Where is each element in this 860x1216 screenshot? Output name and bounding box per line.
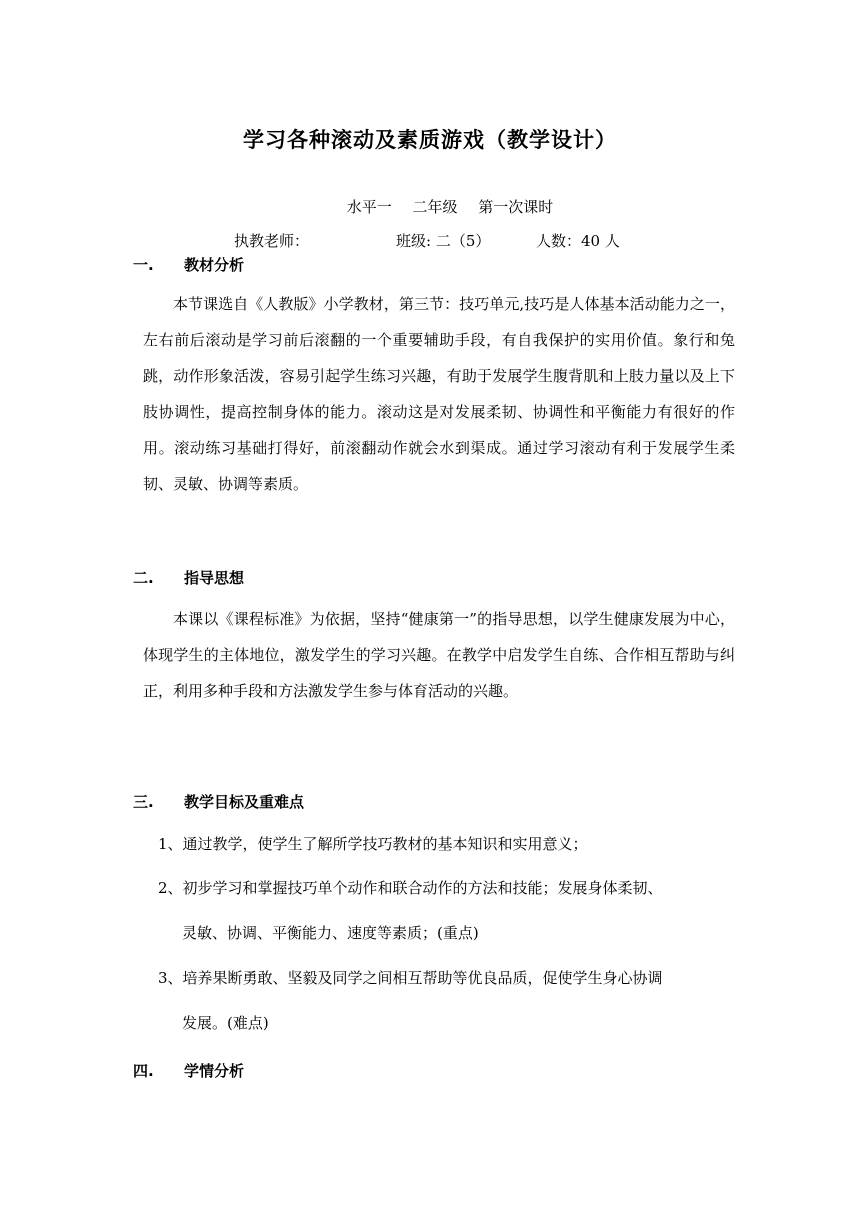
document-title: 学习各种滚动及素质游戏（教学设计） bbox=[243, 128, 617, 152]
class-label: 班级: 二（5） bbox=[396, 232, 491, 250]
objective-text-continued: 发展。(难点) bbox=[182, 1014, 269, 1032]
section-heading-4 bbox=[133, 1060, 244, 1081]
lesson-text: 第一次课时 bbox=[478, 198, 554, 216]
section-title: 教学目标及重难点 bbox=[184, 793, 305, 811]
section-number: 三. bbox=[133, 793, 154, 811]
objective-text-continued: 灵敏、协调、平衡能力、速度等素质；(重点) bbox=[182, 924, 479, 942]
section-paragraph-1 bbox=[143, 286, 735, 502]
class-info-line bbox=[234, 230, 620, 251]
section-heading-2 bbox=[133, 567, 244, 588]
section-heading-3 bbox=[133, 791, 304, 812]
grade-text: 二年级 bbox=[412, 198, 458, 216]
objective-item-3 bbox=[158, 956, 735, 1046]
level-text: 水平一 bbox=[346, 198, 392, 216]
section-number: 一. bbox=[133, 256, 154, 274]
section-number: 二. bbox=[133, 569, 154, 587]
paragraph-text: 本节课选自《人教版》小学教材，第三节：技巧单元,技巧是人体基本活动能力之一，左右前后滚动是学习前后滚翻的一个重要辅助手段，有自我保护的实用价值。象行和兔跳，动作形象活泼，容易引起学生练习兴趣，有助于发展学生腹背肌和上肢力量以及上下肢协调性，提高控制身体的能力。滚动这是对发展柔韧、协调性和平衡能力有很好的作用。滚动练习基础打得好，前滚翻动作就会水到渠成。通过学习滚动有利于发展学生柔韧、灵敏、协调等素质。 bbox=[143, 295, 735, 493]
section-title: 教材分析 bbox=[184, 256, 245, 274]
objective-text: 1、通过教学，使学生了解所学技巧教材的基本知识和实用意义； bbox=[158, 835, 588, 853]
teacher-label: 执教老师： bbox=[234, 232, 310, 250]
objective-item-2 bbox=[158, 866, 735, 956]
section-title: 指导思想 bbox=[184, 569, 245, 587]
lesson-meta-line bbox=[0, 196, 860, 217]
student-count-label: 人数：40 人 bbox=[536, 232, 620, 250]
objective-item-1 bbox=[158, 822, 735, 867]
section-title: 学情分析 bbox=[184, 1062, 245, 1080]
section-number: 四. bbox=[133, 1062, 154, 1080]
section-paragraph-2 bbox=[143, 601, 735, 709]
objective-text: 3、培养果断勇敢、坚毅及同学之间相互帮助等优良品质，促使学生身心协调 bbox=[158, 969, 663, 987]
section-heading-1 bbox=[133, 254, 244, 275]
objective-text: 2、初步学习和掌握技巧单个动作和联合动作的方法和技能；发展身体柔韧、 bbox=[158, 879, 663, 897]
paragraph-text: 本课以《课程标准》为依据，坚持“健康第一”的指导思想，以学生健康发展为中心，体现学生的主体地位，激发学生的学习兴趣。在教学中启发学生自练、合作相互帮助与纠正，利用多种手段和方法激发学生参与体育活动的兴趣。 bbox=[143, 610, 735, 700]
